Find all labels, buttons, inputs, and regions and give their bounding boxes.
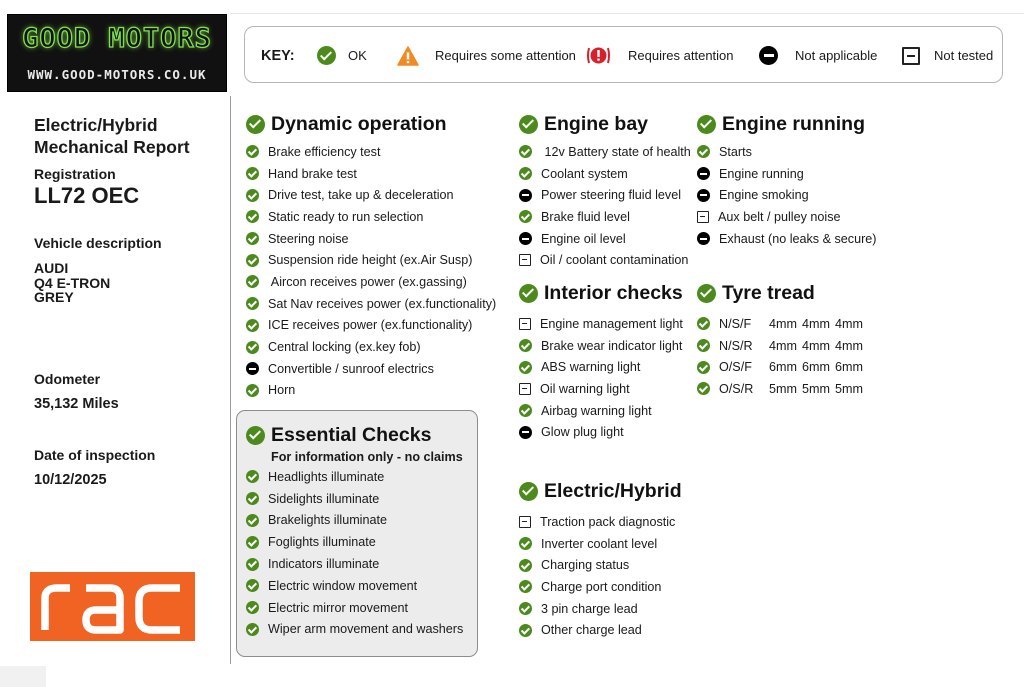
check-item [246,336,496,358]
report-title-line-2: Mechanical Report [34,137,190,157]
section-title-text: Essential Checks [271,423,432,446]
not-tested-icon [519,516,531,528]
check-item-label: Engine running [719,166,804,181]
tyre-position: O/S/F [719,360,752,375]
vehicle-make: AUDI [34,260,69,276]
section-title-text: Tyre tread [722,281,815,304]
check-list [697,141,877,249]
vertical-divider [230,96,231,664]
check-item [246,249,496,271]
tyre-position: O/S/R [719,381,754,396]
section-title-text: Engine bay [544,112,649,135]
tread-depth: 4mm [802,316,830,331]
check-item [519,313,683,335]
check-item [519,598,682,620]
check-item-label: Headlights illuminate [268,469,385,484]
inspection-date-value: 10/12/2025 [34,472,107,488]
check-item-label: Sidelights illuminate [268,491,380,506]
check-item [519,421,683,443]
check-item-label: Electric window movement [268,578,418,593]
check-item [246,597,463,619]
ok-check-icon [519,559,532,572]
check-item [519,619,682,641]
check-item-label: Charging status [541,558,630,573]
key-label-some-attention: Requires some attention [435,48,576,63]
check-item [246,141,496,163]
tread-depth: 6mm [835,360,863,375]
check-item-label: Traction pack diagnostic [540,514,676,529]
inspection-date-label: Date of inspection [34,447,156,463]
check-item [697,163,877,185]
ok-check-icon [246,319,259,332]
check-list [246,141,496,401]
ok-check-icon [519,167,532,180]
ok-check-icon [519,284,538,303]
not-tested-icon [519,254,531,266]
ok-check-icon [317,46,336,65]
check-list [519,141,691,271]
not-tested-icon [902,47,920,65]
tyre-position: N/S/F [719,316,752,331]
check-item [246,228,496,250]
check-item [519,206,691,228]
check-item [697,228,877,250]
tyre-row [697,378,868,400]
section-title-text: Interior checks [544,281,683,304]
check-item [246,466,463,488]
ok-check-icon [519,145,532,158]
check-item-label: Drive test, take up & deceleration [268,188,454,203]
check-list [246,466,463,640]
key-label-attention: Requires attention [628,48,734,63]
ok-check-icon [246,536,259,549]
tread-depth: 5mm [802,381,830,396]
ok-check-icon [246,492,259,505]
section-interior-checks [519,281,683,443]
check-item-label: Sat Nav receives power (ex.functionality) [268,296,497,311]
check-item [246,315,496,337]
vehicle-description [34,261,110,305]
check-item [246,184,496,206]
ok-check-icon [246,623,259,636]
check-item-label: 3 pin charge lead [541,601,638,616]
key-label-not-applicable: Not applicable [795,48,878,63]
check-item-label: Airbag warning light [541,403,652,418]
check-item-label: ICE receives power (ex.functionality) [268,318,473,333]
check-item [246,531,463,553]
check-item-label: Convertible / sunroof electrics [268,361,434,376]
key-title: KEY: [261,47,295,64]
attention-alert-icon [586,44,611,67]
tread-depth: 4mm [769,316,797,331]
section-title-text: Engine running [722,112,865,135]
tread-depth: 4mm [769,338,797,353]
ok-check-icon [697,382,710,395]
check-item [519,163,691,185]
not-applicable-icon [697,189,710,202]
tyre-tread-list [697,313,868,400]
check-item [519,378,683,400]
report-title [34,114,190,158]
not-applicable-icon [519,426,532,439]
key-item-attention [586,27,734,84]
ok-check-icon [246,426,265,445]
check-item [246,619,463,641]
section-title [697,281,868,305]
check-item [519,356,683,378]
check-item-label: Exhaust (no leaks & secure) [719,231,877,246]
check-list [519,313,683,443]
tyre-row [697,313,868,335]
check-item [697,184,877,206]
check-item [519,249,691,271]
tread-depth: 6mm [802,360,830,375]
logo-url: WWW.GOOD-MOTORS.CO.UK [27,67,207,82]
check-item-label: Steering noise [268,231,349,246]
ok-check-icon [246,601,259,614]
key-legend [244,26,1003,83]
registration-label: Registration [34,166,116,182]
ok-check-icon [246,167,259,180]
check-item-label: Wiper arm movement and washers [268,622,464,637]
check-item-label: Charge port condition [541,579,662,594]
section-title-text: Electric/Hybrid [544,479,682,502]
check-item [246,380,496,402]
section-title-text: Dynamic operation [271,112,447,135]
top-divider [230,13,1024,14]
check-item [697,141,877,163]
check-item-label: Brakelights illuminate [268,513,387,528]
tread-depth: 5mm [769,381,797,396]
section-title [519,281,683,305]
not-applicable-icon [697,232,710,245]
vehicle-description-label: Vehicle description [34,235,162,251]
section-dynamic-operation [246,112,496,401]
check-item-label: Engine management light [540,316,683,331]
section-title [697,112,877,136]
ok-check-icon [519,602,532,615]
tread-depth: 4mm [835,338,863,353]
check-item [246,575,463,597]
tyre-row [697,356,868,378]
registration-value: LL72 OEC [34,183,140,208]
ok-check-icon [519,361,532,374]
check-item [246,553,463,575]
key-item-not-applicable [759,27,877,84]
ok-check-icon [519,537,532,550]
section-title [246,423,463,447]
section-title [519,479,682,503]
key-item-some-attention [397,27,576,84]
ok-check-icon [246,275,259,288]
ok-check-icon [697,145,710,158]
odometer-label: Odometer [34,371,101,387]
section-engine-running [697,112,877,249]
check-item-label: ABS warning light [541,360,641,375]
check-item-label: Starts [719,144,752,159]
essential-checks-panel [236,410,478,657]
good-motors-logo [7,14,227,92]
check-item-label: Static ready to run selection [268,209,424,224]
check-item [697,206,877,228]
not-tested-icon [519,383,531,395]
ok-check-icon [519,404,532,417]
report-title-line-1: Electric/Hybrid [34,115,158,135]
tread-depth: 4mm [802,338,830,353]
ok-check-icon [246,115,265,134]
check-item [519,400,683,422]
check-item-label: Electric mirror movement [268,600,408,615]
not-applicable-icon [519,189,532,202]
page-corner-tab [0,666,46,687]
key-item-not-tested [902,27,993,84]
tyre-row [697,335,868,357]
section-tyre-tread [697,281,868,400]
check-item-label: 12v Battery state of health [541,144,691,159]
check-item-label: Engine smoking [719,188,809,203]
check-item [246,488,463,510]
section-title [246,112,496,136]
check-item-label: Other charge lead [541,623,642,638]
ok-check-icon [697,339,710,352]
section-title [519,112,691,136]
vehicle-colour: GREY [34,289,74,305]
key-label-not-tested: Not tested [934,48,994,63]
check-item-label: Central locking (ex.key fob) [268,340,421,355]
ok-check-icon [519,482,538,501]
check-item [519,141,691,163]
check-item [246,163,496,185]
ok-check-icon [246,297,259,310]
ok-check-icon [519,115,538,134]
ok-check-icon [246,470,259,483]
check-item [519,228,691,250]
check-item-label: Coolant system [541,166,628,181]
key-item-ok [317,27,367,84]
vehicle-model: Q4 E-TRON [34,274,111,291]
section-essential-checks [246,423,463,640]
check-list [519,511,682,641]
not-applicable-icon [519,232,532,245]
check-item-label: Oil / coolant contamination [540,253,689,268]
check-item [519,184,691,206]
check-item-label: Horn [268,383,296,398]
ok-check-icon [246,579,259,592]
check-item-label: Brake fluid level [541,209,630,224]
tread-depth: 4mm [835,316,863,331]
ok-check-icon [519,339,532,352]
not-applicable-icon [697,167,710,180]
ok-check-icon [246,189,259,202]
check-item-label: Hand brake test [268,166,357,181]
section-engine-bay [519,112,691,271]
check-item-label: Suspension ride height (ex.Air Susp) [268,253,473,268]
warning-triangle-icon [397,46,419,66]
ok-check-icon [519,624,532,637]
check-item-label: Inverter coolant level [541,536,658,551]
ok-check-icon [519,580,532,593]
check-item [246,271,496,293]
key-label-ok: OK [348,48,367,63]
check-item [519,335,683,357]
check-item-label: Power steering fluid level [541,188,682,203]
ok-check-icon [697,284,716,303]
not-applicable-icon [759,46,778,65]
not-tested-icon [519,318,531,330]
tread-depth: 6mm [769,360,797,375]
check-item [519,576,682,598]
ok-check-icon [246,341,259,354]
check-item [519,554,682,576]
ok-check-icon [697,361,710,374]
not-tested-icon [697,211,709,223]
odometer-value: 35,132 Miles [34,396,119,412]
check-item-label: Aircon receives power (ex.gassing) [268,274,467,289]
ok-check-icon [246,514,259,527]
check-item-label: Aux belt / pulley noise [718,209,841,224]
check-item [246,358,496,380]
ok-check-icon [246,384,259,397]
not-applicable-icon [246,362,259,375]
ok-check-icon [697,115,716,134]
tyre-position: N/S/R [719,338,753,353]
logo-title: GOOD MOTORS [22,23,212,54]
check-item [246,206,496,228]
check-item [246,293,496,315]
ok-check-icon [697,317,710,330]
ok-check-icon [246,145,259,158]
check-item-label: Engine oil level [541,231,626,246]
check-item-label: Brake wear indicator light [541,338,683,353]
ok-check-icon [246,210,259,223]
ok-check-icon [246,558,259,571]
check-item-label: Oil warning light [540,381,630,396]
section-electric-hybrid [519,479,682,641]
check-item-label: Foglights illuminate [268,535,376,550]
ok-check-icon [246,232,259,245]
ok-check-icon [519,210,532,223]
ok-check-icon [246,254,259,267]
check-item [246,510,463,532]
essential-checks-subtitle: For information only - no claims [271,450,463,464]
tread-depth: 5mm [835,381,863,396]
check-item [519,511,682,533]
rac-logo [30,572,195,641]
check-item-label: Brake efficiency test [268,144,381,159]
check-item-label: Indicators illuminate [268,557,380,572]
check-item [519,533,682,555]
check-item-label: Glow plug light [541,425,624,440]
